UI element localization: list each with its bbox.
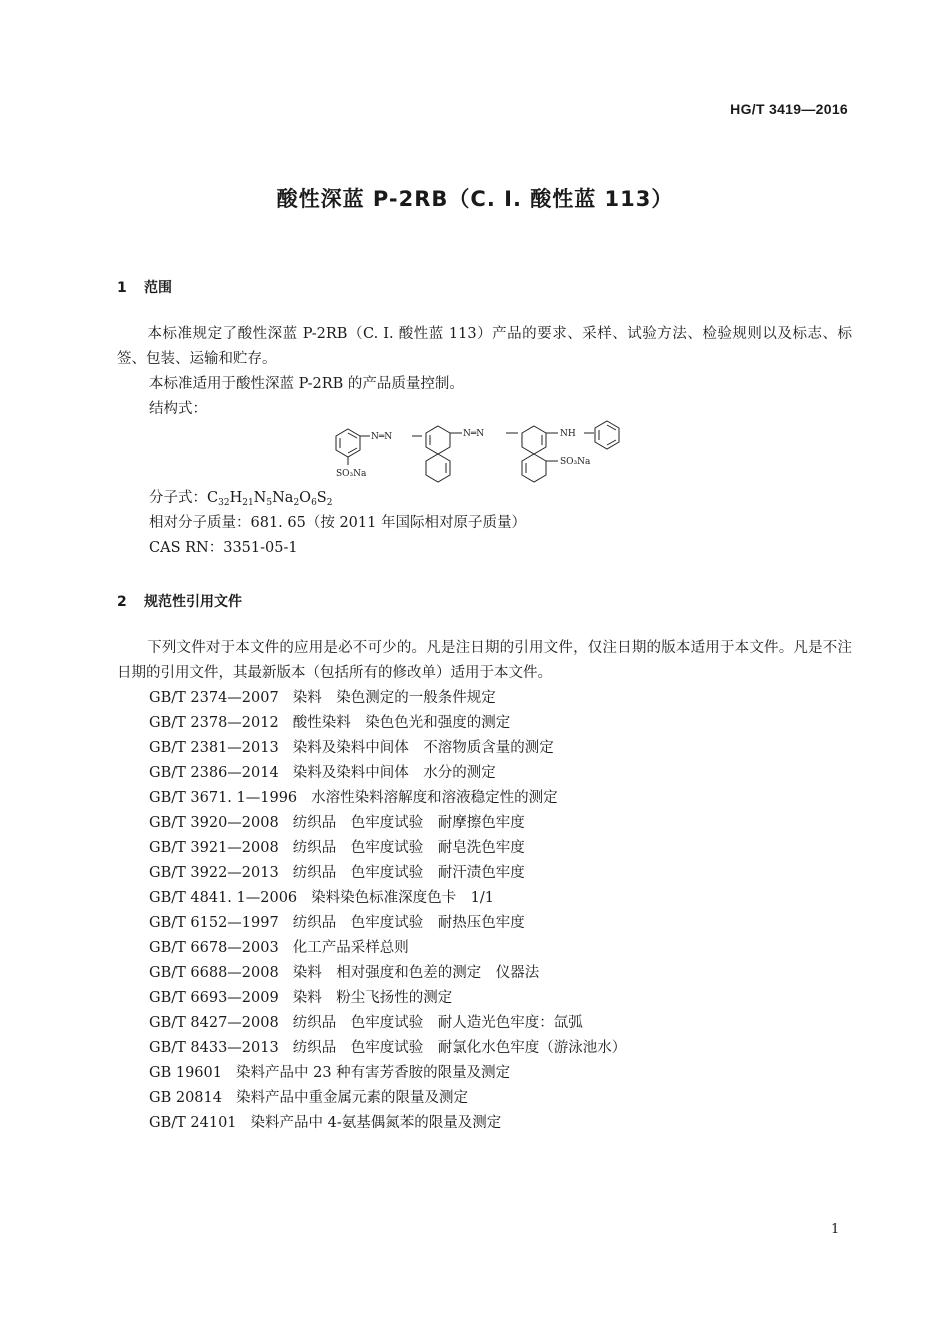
azo-group-1: N═N [371, 432, 393, 442]
paragraph-text: 下列文件对于本文件的应用是必不可少的。凡是注日期的引用文件，仅注日期的版本适用于本文件。凡是不注日期的引用文件，其最新版本（包括所有的修改单）适用于本文件。 [117, 640, 852, 681]
count-n: 5 [266, 498, 273, 508]
reference-item [149, 861, 626, 886]
reference-code: GB/T 2374—2007 [149, 690, 279, 706]
reference-item [149, 811, 626, 836]
document-title: 酸性深蓝 P-2RB（C. I. 酸性蓝 113） [276, 187, 674, 211]
scope-paragraph-1 [117, 322, 852, 372]
element-n: N [253, 490, 267, 506]
page-number: 1 [831, 1222, 840, 1237]
reference-code: GB/T 3921—2008 [149, 840, 279, 856]
count-o: 6 [311, 498, 317, 508]
reference-title: 染料产品中 4-氨基偶氮苯的限量及测定 [250, 1115, 502, 1131]
section-title: 范围 [144, 280, 172, 296]
reference-code: GB 20814 [149, 1090, 222, 1106]
element-o: O [299, 490, 312, 506]
standard-code: HG/T 3419—2016 [730, 101, 848, 117]
reference-title: 染料 粉尘飞扬性的测定 [292, 990, 453, 1006]
element-s: S [316, 490, 327, 506]
reference-code: GB/T 6693—2009 [149, 990, 279, 1006]
reference-title: 纺织品 色牢度试验 耐皂洗色牢度 [292, 840, 525, 856]
reference-code: GB/T 8427—2008 [149, 1015, 279, 1031]
reference-code: GB/T 24101 [149, 1115, 237, 1131]
reference-title: 染料及染料中间体 水分的测定 [292, 765, 496, 781]
reference-code: GB/T 4841. 1—2006 [149, 890, 298, 906]
reference-code: GB/T 6678—2003 [149, 940, 279, 956]
reference-title: 染料产品中重金属元素的限量及测定 [235, 1090, 468, 1106]
cas-number: CAS RN：3351-05-1 [149, 540, 298, 556]
reference-item [149, 786, 626, 811]
reference-title: 染料 相对强度和色差的测定 仪器法 [292, 965, 540, 981]
scope-paragraph-2: 本标准适用于酸性深蓝 P-2RB 的产品质量控制。 [149, 376, 464, 392]
count-h: 21 [242, 498, 254, 508]
reference-item [149, 686, 626, 711]
reference-item [149, 761, 626, 786]
reference-item [149, 836, 626, 861]
reference-item [149, 1061, 626, 1086]
count-na: 2 [293, 498, 300, 508]
reference-item [149, 736, 626, 761]
structural-formula [330, 420, 650, 492]
reference-item [149, 886, 626, 911]
reference-code: GB/T 2386—2014 [149, 765, 279, 781]
section-number: 1 [117, 280, 127, 296]
reference-item [149, 936, 626, 961]
reference-code: GB/T 8433—2013 [149, 1040, 279, 1056]
reference-title: 化工产品采样总则 [292, 940, 409, 956]
element-c: C [207, 490, 219, 506]
count-s: 2 [326, 498, 333, 508]
reference-title: 纺织品 色牢度试验 耐摩擦色牢度 [292, 815, 525, 831]
reference-code: GB 19601 [149, 1065, 222, 1081]
reference-item [149, 986, 626, 1011]
reference-title: 染料染色标准深度色卡 1/1 [311, 890, 494, 906]
reference-title: 染料 染色测定的一般条件规定 [292, 690, 496, 706]
reference-title: 染料产品中 23 种有害芳香胺的限量及测定 [235, 1065, 511, 1081]
count-c: 32 [218, 498, 230, 508]
reference-item [149, 711, 626, 736]
reference-title: 纺织品 色牢度试验 耐人造光色牢度：氙弧 [292, 1015, 583, 1031]
nh-group: NH [560, 429, 576, 439]
reference-code: GB/T 6152—1997 [149, 915, 279, 931]
references-intro [117, 636, 852, 686]
section-1-heading [117, 277, 172, 297]
reference-code: GB/T 2381—2013 [149, 740, 279, 756]
element-h: H [229, 490, 243, 506]
reference-item [149, 911, 626, 936]
formula-label: 分子式： [149, 490, 207, 506]
reference-title: 纺织品 色牢度试验 耐汗渍色牢度 [292, 865, 525, 881]
reference-code: GB/T 2378—2012 [149, 715, 279, 731]
paragraph-text: 本标准规定了酸性深蓝 P-2RB（C. I. 酸性蓝 113）产品的要求、采样、试验方法、检验规则以及标志、标签、包装、运输和贮存。 [117, 326, 852, 367]
reference-title: 纺织品 色牢度试验 耐氯化水色牢度（游泳池水） [292, 1040, 627, 1056]
sulfonate-group-left: SO₃Na [336, 469, 367, 479]
reference-item [149, 1036, 626, 1061]
reference-item [149, 1086, 626, 1111]
reference-code: GB/T 3920—2008 [149, 815, 279, 831]
reference-title: 酸性染料 染色色光和强度的测定 [292, 715, 511, 731]
reference-code: GB/T 3922—2013 [149, 865, 279, 881]
section-number: 2 [117, 594, 127, 610]
reference-title: 纺织品 色牢度试验 耐热压色牢度 [292, 915, 525, 931]
reference-code: GB/T 3671. 1—1996 [149, 790, 298, 806]
reference-title: 染料及染料中间体 不溶物质含量的测定 [292, 740, 554, 756]
reference-code: GB/T 6688—2008 [149, 965, 279, 981]
section-title: 规范性引用文件 [144, 594, 242, 610]
molecular-mass: 相对分子质量：681. 65（按 2011 年国际相对原子质量） [149, 515, 526, 531]
reference-list [149, 686, 626, 1136]
sulfonate-group-right: SO₃Na [560, 457, 591, 467]
reference-item [149, 1111, 626, 1136]
reference-item [149, 1011, 626, 1036]
element-na: Na [272, 490, 294, 506]
section-2-heading [117, 591, 242, 611]
structure-label: 结构式： [149, 401, 207, 417]
reference-title: 水溶性染料溶解度和溶液稳定性的测定 [311, 790, 558, 806]
azo-group-2: N═N [463, 429, 485, 439]
reference-item [149, 961, 626, 986]
